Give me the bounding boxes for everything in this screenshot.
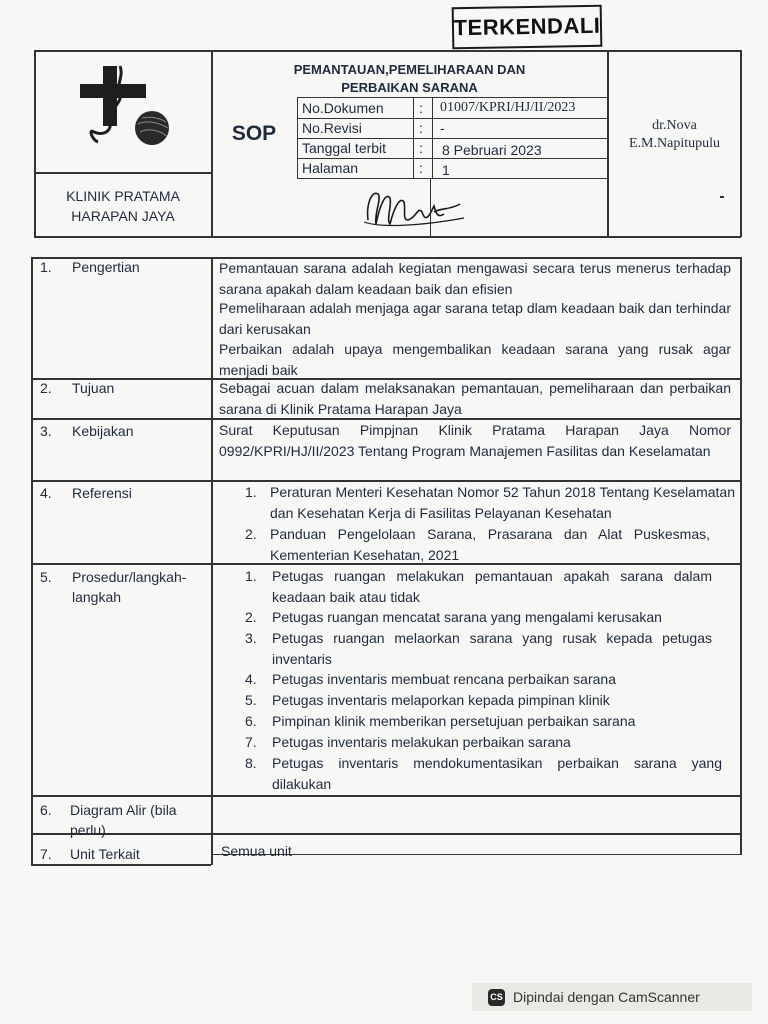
section-3-label: Kebijakan: [72, 423, 134, 439]
section-2-text: Sebagai acuan dalam melaksanakan pemantauan, pemeliharaan dan perbaikan sarana di Klinik Pratama Harapan Jaya: [219, 380, 731, 417]
procedure-step: Petugas inventaris melaporkan kepada pimpinan klinik: [272, 692, 610, 708]
section-6-number: 6.: [40, 802, 52, 818]
procedure-step: Pimpinan klinik memberikan persetujuan perbaikan sarana: [272, 713, 636, 729]
section-2-number: 2.: [40, 380, 52, 396]
meta-value-doc: 01007/KPRI/HJ/II/2023: [440, 100, 576, 115]
meta-label-rev: No.Revisi: [302, 120, 362, 136]
section-1-text-3: Perbaikan adalah upaya mengembalikan keadaan sarana yang rusak agar menjadi baik: [219, 341, 731, 378]
section-5-label-line2: langkah: [72, 589, 122, 605]
reference-item-number: 1.: [245, 484, 257, 500]
signature: [360, 184, 470, 234]
meta-sep-page: :: [419, 160, 423, 176]
clinic-name-line2: HARAPAN JAYA: [71, 208, 175, 224]
tick-mark: [720, 196, 724, 198]
reference-item-number: 2.: [245, 526, 257, 542]
procedure-step-number: 2.: [245, 609, 257, 625]
meta-label-date: Tanggal terbit: [302, 140, 387, 156]
meta-label-page: Halaman: [302, 160, 359, 176]
meta-sep-date: :: [419, 140, 423, 156]
procedure-step: Petugas inventaris membuat rencana perbaikan sarana: [272, 671, 616, 687]
document-title-line2: PERBAIKAN SARANA: [341, 80, 478, 95]
doctor-name-line2: E.M.Napitupulu: [629, 136, 720, 151]
camscanner-badge: [472, 983, 752, 1011]
clinic-logo: [80, 62, 180, 162]
doctor-name-line1: dr.Nova: [652, 118, 697, 133]
section-6-label-line1: Diagram Alir (bila: [70, 802, 177, 818]
procedure-step: Petugas ruangan melakukan pemantauan apakah sarana dalam keadaan baik atau tidak: [272, 568, 712, 605]
meta-label-doc: No.Dokumen: [302, 100, 384, 116]
reference-item: Peraturan Menteri Kesehatan Nomor 52 Tahun 2018 Tentang Keselamatan dan Kesehatan Kerja di Fasilitas Pelayanan Kesehatan: [270, 484, 735, 521]
meta-value-date: 8 Pebruari 2023: [442, 142, 542, 158]
procedure-step-number: 7.: [245, 734, 257, 750]
clinic-name-line1: KLINIK PRATAMA: [66, 188, 180, 204]
procedure-step-number: 3.: [245, 630, 257, 646]
camscanner-text: Dipindai dengan CamScanner: [513, 989, 700, 1005]
procedure-step: Petugas inventaris mendokumentasikan perbaikan sarana yang dilakukan: [272, 755, 722, 792]
section-7-number: 7.: [40, 846, 52, 862]
procedure-step-number: 4.: [245, 671, 257, 687]
section-1-label: Pengertian: [72, 259, 140, 275]
reference-item: Panduan Pengelolaan Sarana, Prasarana dan Alat Puskesmas, Kementerian Kesehatan, 2021: [270, 526, 710, 563]
section-5-number: 5.: [40, 569, 52, 585]
section-7-value: Semua unit: [221, 843, 292, 859]
section-3-text: Surat Keputusan Pimpjnan Klinik Pratama Harapan Jaya Nomor 0992/KPRI/HJ/II/2023 Tentang Program Manajemen Fasilitas dan Keselamatan: [219, 422, 731, 459]
section-3-number: 3.: [40, 423, 52, 439]
camscanner-logo-icon: CS: [488, 989, 505, 1006]
section-5-label-line1: Prosedur/langkah-: [72, 569, 187, 585]
section-1-text-1: Pemantauan sarana adalah kegiatan mengawasi secara terus menerus terhadap sarana apakah dalam keadaan baik dan efisien: [219, 260, 731, 297]
document-title-line1: PEMANTAUAN,PEMELIHARAAN DAN: [293, 62, 526, 77]
controlled-stamp: TERKENDALI: [452, 5, 603, 50]
meta-sep-doc: :: [419, 100, 423, 116]
meta-value-page: 1: [442, 162, 450, 178]
section-7-label: Unit Terkait: [70, 846, 140, 862]
section-1-text-2: Pemeliharaan adalah menjaga agar sarana tetap dlam keadaan baik dan terhindar dari kerusakan: [219, 300, 731, 337]
section-2-label: Tujuan: [72, 380, 115, 396]
section-4-number: 4.: [40, 485, 52, 501]
procedure-step-number: 8.: [245, 755, 257, 771]
procedure-step-number: 1.: [245, 568, 257, 584]
sop-label: SOP: [231, 122, 277, 145]
meta-value-rev: -: [440, 120, 445, 136]
procedure-step: Petugas ruangan melaorkan sarana yang rusak kepada petugas inventaris: [272, 630, 712, 667]
meta-sep-rev: :: [419, 120, 423, 136]
section-1-number: 1.: [40, 259, 52, 275]
section-4-label: Referensi: [72, 485, 132, 501]
section-6-label-line2: perlu): [70, 822, 106, 838]
procedure-step-number: 5.: [245, 692, 257, 708]
procedure-step: Petugas inventaris melakukan perbaikan sarana: [272, 734, 571, 750]
procedure-step-number: 6.: [245, 713, 257, 729]
procedure-step: Petugas ruangan mencatat sarana yang mengalami kerusakan: [272, 609, 662, 625]
